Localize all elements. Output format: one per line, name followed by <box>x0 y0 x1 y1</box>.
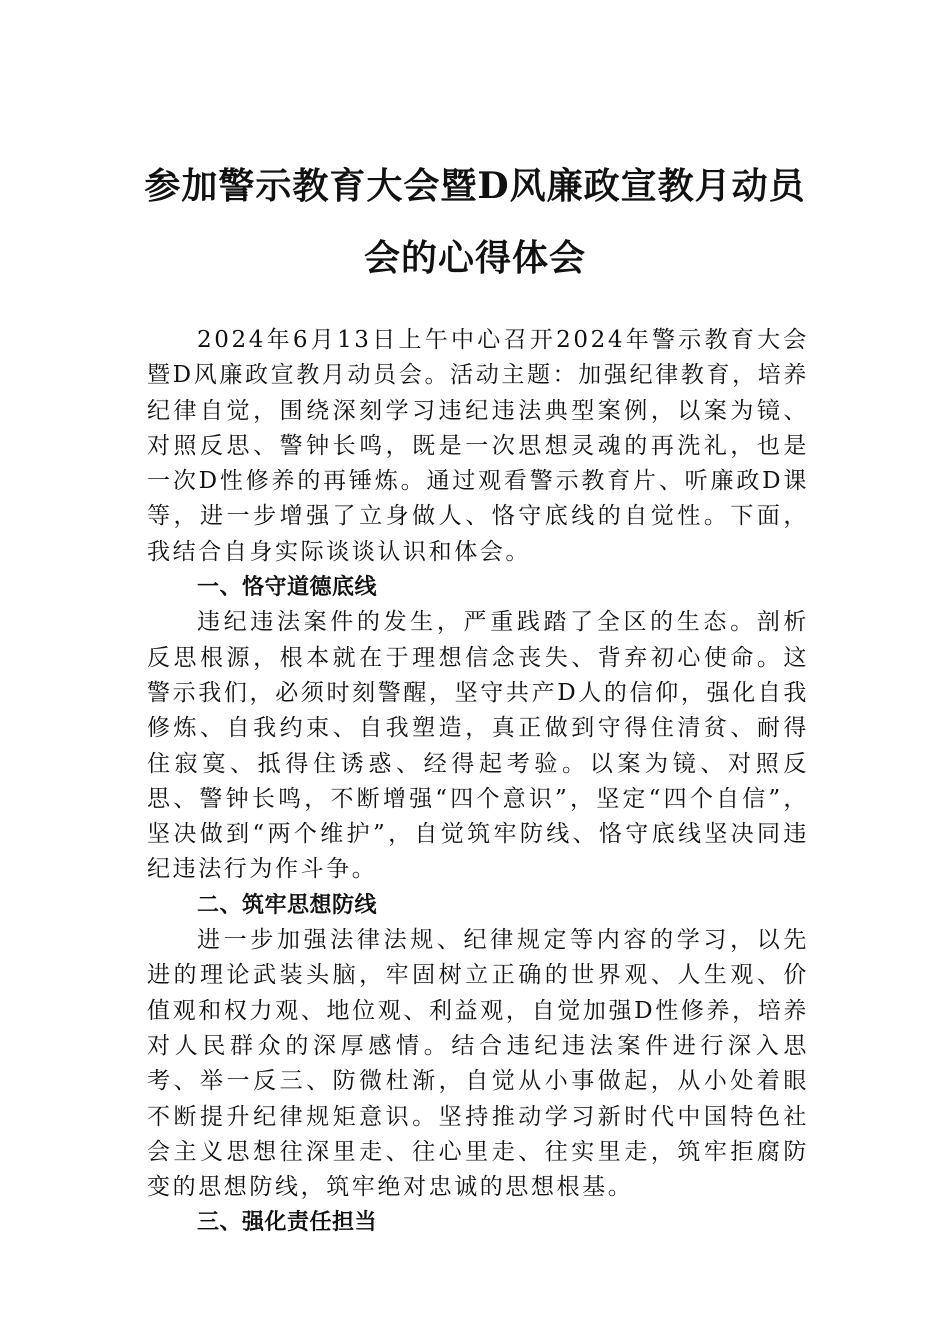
section-heading-2: 二、筑牢思想防线 <box>197 892 378 918</box>
section-heading-1: 一、恪守道德底线 <box>197 575 378 601</box>
section-heading-3: 三、强化责任担当 <box>197 1210 378 1236</box>
document-body <box>147 323 809 1241</box>
document-title-line-1: 参加警示教育大会暨D风廉政宣教月动员 <box>144 165 806 207</box>
intro-paragraph: 2024年6月13日上午中心召开2024年警示教育大会暨D风廉政宣教月动员会。活动主题：加强纪律教育，培养纪律自觉，围绕深刻学习违纪违法典型案例，以案为镜、对照反思、警钟长鸣，既是一次思想灵魂的再洗礼，也是一次D性修养的再锤炼。通过观看警示教育片、听廉政D课等，进一步增强了立身做人、恪守底线的自觉性。下面，我结合自身实际谈谈认识和体会。 <box>147 327 809 565</box>
section-paragraph-2: 进一步加强法律法规、纪律规定等内容的学习，以先进的理论武装头脑，牢固树立正确的世界观、人生观、价值观和权力观、地位观、利益观，自觉加强D性修养，培养对人民群众的深厚感情。结合违纪违法案件进行深入思考、举一反三、防微杜渐，自觉从小事做起，从小处着眼不断提升纪律规矩意识。坚持推动学习新时代中国特色社会主义思想往深里走、往心里走、往实里走，筑牢拒腐防变的思想防线，筑牢绝对忠诚的思想根基。 <box>147 927 809 1201</box>
section-paragraph-1: 违纪违法案件的发生，严重践踏了全区的生态。剖析反思根源，根本就在于理想信念丧失、背弃初心使命。这警示我们，必须时刻警醒，坚守共产D人的信仰，强化自我修炼、自我约束、自我塑造，真正做到守得住清贫、耐得住寂寞、抵得住诱惑、经得起考验。以案为镜、对照反思、警钟长鸣，不断增强“四个意识”，坚定“四个自信”，坚决做到“两个维护”，自觉筑牢防线、恪守底线坚决同违纪违法行为作斗争。 <box>147 609 809 883</box>
document-title-line-2: 会的心得体会 <box>363 237 586 279</box>
